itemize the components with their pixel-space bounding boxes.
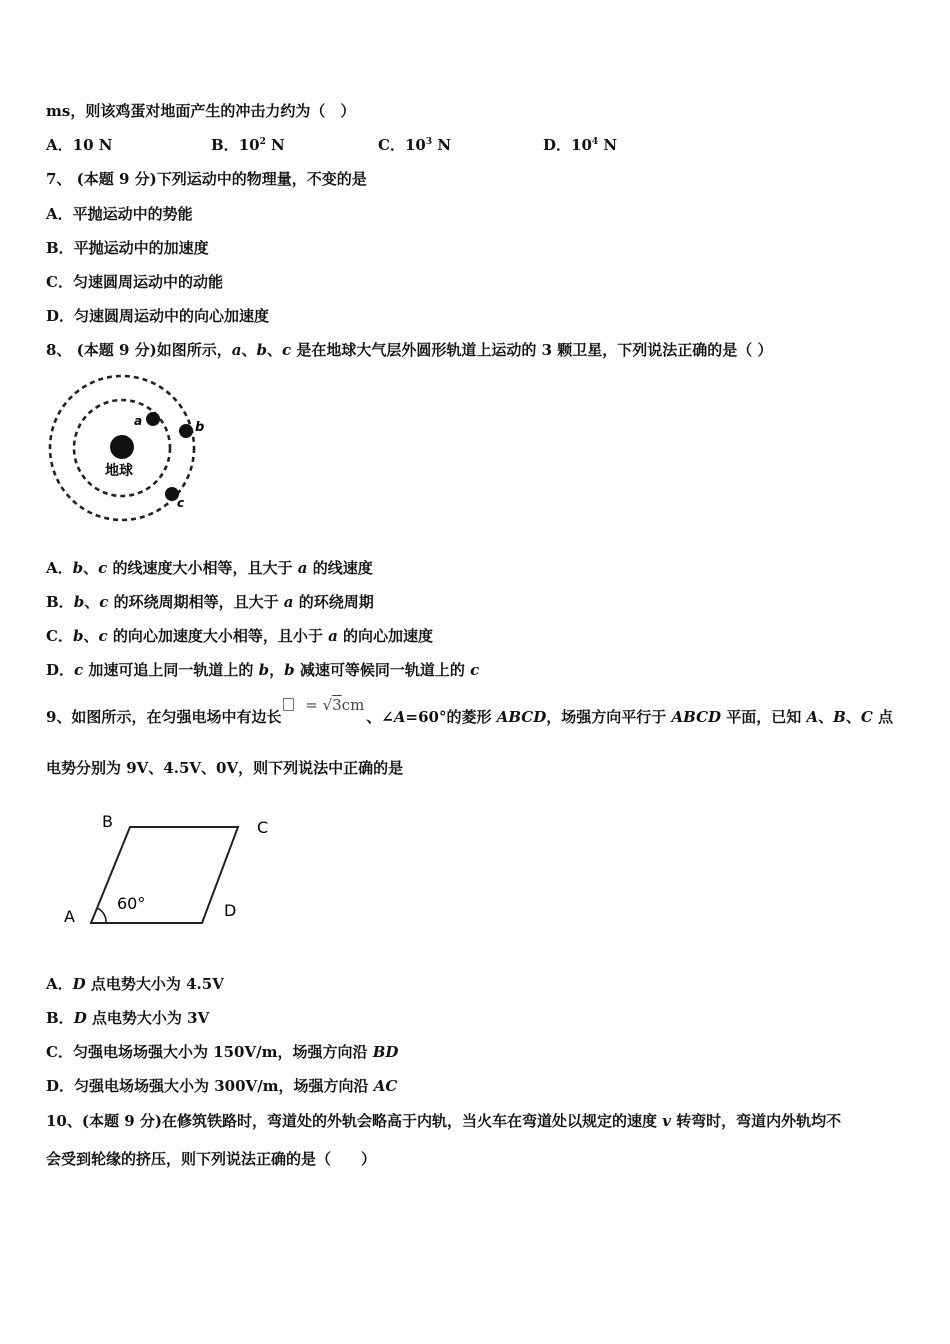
q10-stem-line1: 10、(本题 9 分)在修筑铁路时，弯道处的外轨会略高于内轨，当火车在弯道处以规定的速度 v 转弯时，弯道内外轨均不 (46, 1112, 842, 1130)
q8-option-a: A．b、c 的线速度大小相等，且大于 a 的线速度 (46, 559, 373, 577)
q6-option-b: B．$10^2$ N (211, 136, 285, 154)
q7-stem: 7、 (本题 9 分)下列运动中的物理量，不变的是 (46, 170, 367, 188)
satellite-a-label: a (134, 414, 143, 428)
side-length-formula: = √3cm (283, 695, 364, 715)
earth (110, 435, 134, 459)
vertex-c-label: C (257, 818, 269, 837)
rhombus-figure (55, 805, 285, 935)
missing-glyph-box (283, 698, 294, 711)
earth-label: 地球 (105, 463, 133, 479)
q6-option-d: D．$10^4$ N (543, 136, 618, 154)
satellite-a (146, 412, 160, 426)
q9-option-b: B．D 点电势大小为 3V (46, 1009, 210, 1027)
q9-option-d: D．匀强电场场强大小为 300V/m，场强方向沿 AC (46, 1077, 398, 1095)
q6-option-a: A．10 N (46, 136, 113, 154)
q8-option-c: C．b、c 的向心加速度大小相等，且小于 a 的向心加速度 (46, 627, 434, 645)
q8-option-b: B．b、c 的环绕周期相等，且大于 a 的环绕周期 (46, 593, 374, 611)
angle-arc (97, 908, 106, 923)
q6-stem-tail: ms，则该鸡蛋对地面产生的冲击力约为（ ） (46, 102, 356, 120)
q8-option-d: D．c 加速可追上同一轨道上的 b，b 减速可等候同一轨道上的 c (46, 661, 480, 679)
q8-stem: 8、 (本题 9 分)如图所示，a、b、c 是在地球大气层外圆形轨道上运动的 3 颗卫星，下列说法正确的是（ ） (46, 341, 773, 359)
satellite-c-label: c (177, 496, 185, 510)
q6-option-c: C．$10^3$ N (378, 136, 452, 154)
satellite-b-label: b (195, 420, 205, 435)
rhombus-abcd (91, 827, 238, 923)
q9-stem-line1: 9、如图所示，在匀强电场中有边长 = √3cm、∠A=60°的菱形 ABCD，场强方向平行于 ABCD 平面，已知 A、B、C 点 (46, 696, 894, 726)
angle-label: 60° (117, 894, 146, 913)
q7-option-b: B．平抛运动中的加速度 (46, 239, 209, 257)
q9-option-a: A．D 点电势大小为 4.5V (46, 975, 224, 993)
q7-option-a: A．平抛运动中的势能 (46, 205, 193, 223)
vertex-d-label: D (224, 901, 237, 920)
vertex-b-label: B (102, 812, 113, 831)
satellite-b (179, 424, 193, 438)
vertex-a-label: A (64, 907, 75, 926)
q9-stem-line2: 电势分别为 9V、4.5V、0V，则下列说法中正确的是 (46, 759, 404, 777)
satellite-orbit-figure (45, 372, 225, 532)
q7-option-c: C．匀速圆周运动中的动能 (46, 273, 223, 291)
q7-option-d: D．匀速圆周运动中的向心加速度 (46, 307, 270, 325)
q9-option-c: C．匀强电场场强大小为 150V/m，场强方向沿 BD (46, 1043, 399, 1061)
q10-stem-line2: 会受到轮缘的挤压，则下列说法正确的是（ ） (46, 1150, 377, 1168)
